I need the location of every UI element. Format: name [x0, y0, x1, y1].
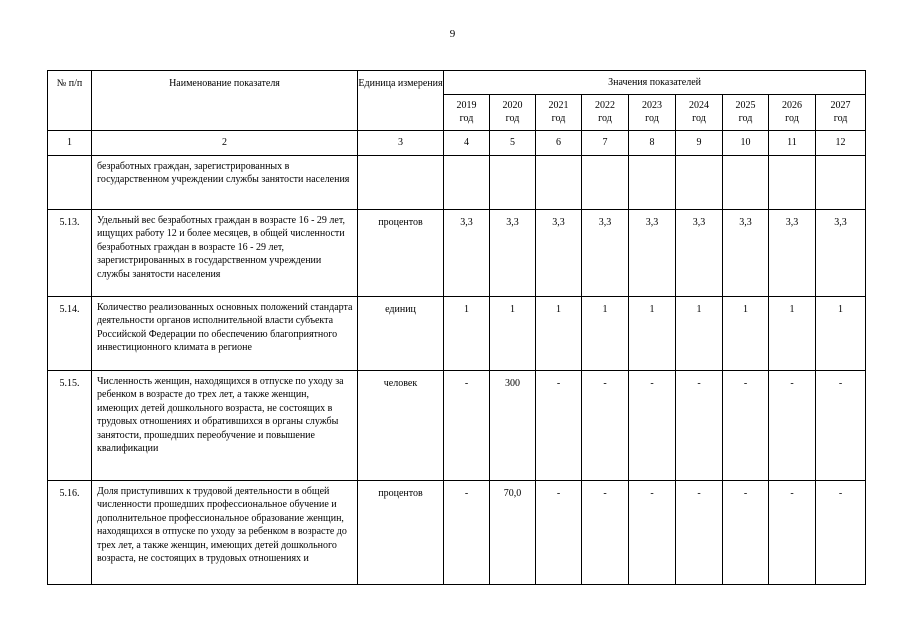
header-year-value: 2021: [548, 100, 569, 111]
row-number: 5.15.: [48, 371, 92, 481]
value-cell: -: [723, 371, 769, 481]
indicator-name: Количество реализованных основных положений стандарта деятельности органов исполнительной власти субъекта Российской Федерации по обеспечению благоприятного инвестиционного климата в регионе: [92, 297, 358, 371]
header-year: [676, 95, 723, 131]
header-year-suffix: год: [738, 113, 753, 125]
unit-cell: процентов: [358, 481, 444, 585]
column-number: 6: [536, 131, 582, 156]
column-number: 4: [444, 131, 490, 156]
value-cell: 1: [676, 297, 723, 371]
value-cell: [536, 156, 582, 210]
column-number: 10: [723, 131, 769, 156]
header-row: [48, 71, 866, 95]
header-year-value: 2025: [735, 100, 756, 111]
header-year-value: 2027: [830, 100, 851, 111]
column-number: 9: [676, 131, 723, 156]
table-row: [48, 297, 866, 371]
header-year: [582, 95, 629, 131]
unit-cell: [358, 156, 444, 210]
value-cell: [816, 156, 866, 210]
column-number: 11: [769, 131, 816, 156]
value-cell: -: [676, 371, 723, 481]
header-year-value: 2023: [642, 100, 662, 111]
row-number: 5.16.: [48, 481, 92, 585]
value-cell: 1: [769, 297, 816, 371]
header-year-value: 2024: [689, 100, 709, 111]
indicator-name: Удельный вес безработных граждан в возрасте 16 - 29 лет, ищущих работу 12 и более месяцев, в общей численности безработных граждан в возрасте 16 - 29 лет, зарегистрированных в государственном учреждении службы занятости населения: [92, 210, 358, 297]
header-year-value: 2020: [502, 100, 523, 111]
indicator-name: безработных граждан, зарегистрированных в государственном учреждении службы занятости населения: [92, 156, 358, 210]
value-cell: 1: [723, 297, 769, 371]
table-row: [48, 210, 866, 297]
value-cell: 70,0: [490, 481, 536, 585]
unit-cell: человек: [358, 371, 444, 481]
column-numbers-row: [48, 131, 866, 156]
header-year-suffix: год: [645, 113, 659, 125]
header-year: [490, 95, 536, 131]
header-year-value: 2022: [595, 100, 615, 111]
value-cell: 3,3: [676, 210, 723, 297]
unit-cell: процентов: [358, 210, 444, 297]
value-cell: -: [582, 371, 629, 481]
value-cell: 300: [490, 371, 536, 481]
value-cell: 3,3: [723, 210, 769, 297]
value-cell: [444, 156, 490, 210]
value-cell: -: [444, 371, 490, 481]
value-cell: 3,3: [816, 210, 866, 297]
table-row: [48, 156, 866, 210]
value-cell: [723, 156, 769, 210]
value-cell: -: [444, 481, 490, 585]
header-year-value: 2026: [782, 100, 802, 111]
header-year-suffix: год: [505, 113, 520, 125]
column-number: 7: [582, 131, 629, 156]
header-year: [444, 95, 490, 131]
value-cell: 3,3: [769, 210, 816, 297]
value-cell: -: [676, 481, 723, 585]
header-year: [536, 95, 582, 131]
value-cell: -: [723, 481, 769, 585]
value-cell: 1: [490, 297, 536, 371]
column-number: 5: [490, 131, 536, 156]
value-cell: -: [816, 481, 866, 585]
header-name: Наименование показателя: [92, 71, 358, 131]
header-num: № п/п: [48, 71, 92, 131]
header-values: Значения показателей: [444, 71, 866, 95]
value-cell: -: [536, 481, 582, 585]
value-cell: 1: [629, 297, 676, 371]
row-number: 5.13.: [48, 210, 92, 297]
header-year-suffix: год: [598, 113, 612, 125]
indicator-name: Численность женщин, находящихся в отпуске по уходу за ребенком в возрасте до трех лет, а также женщин, имеющих детей дошкольного возраста, не состоящих в трудовых отношениях и обратившихся в органы службы занятости, прошедших переобучение и повышение квалификации: [92, 371, 358, 481]
row-number: [48, 156, 92, 210]
unit-cell: единиц: [358, 297, 444, 371]
header-year-suffix: год: [785, 113, 799, 125]
value-cell: 1: [582, 297, 629, 371]
value-cell: -: [629, 481, 676, 585]
value-cell: [490, 156, 536, 210]
header-year-suffix: год: [692, 113, 706, 125]
value-cell: 1: [536, 297, 582, 371]
value-cell: 1: [444, 297, 490, 371]
header-year: [816, 95, 866, 131]
value-cell: -: [582, 481, 629, 585]
page-number: 9: [449, 28, 456, 40]
header-year: [769, 95, 816, 131]
header-unit: Единица измерения: [358, 71, 444, 131]
value-cell: 1: [816, 297, 866, 371]
indicators-table: [47, 70, 866, 585]
header-year-suffix: год: [551, 113, 566, 125]
indicator-name: Доля приступивших к трудовой деятельности в общей численности прошедших профессиональное обучение и дополнительное профессиональное образование женщин, находящихся в отпуске по уходу за ребенком в возрасте до трех лет, а также женщин, имеющих детей дошкольного возраста, не состоящих в трудовых отношениях и: [92, 481, 358, 585]
value-cell: -: [816, 371, 866, 481]
column-number: 3: [358, 131, 444, 156]
value-cell: -: [629, 371, 676, 481]
header-year-suffix: год: [459, 113, 474, 125]
value-cell: 3,3: [444, 210, 490, 297]
value-cell: 3,3: [536, 210, 582, 297]
column-number: 1: [48, 131, 92, 156]
value-cell: -: [769, 371, 816, 481]
value-cell: 3,3: [629, 210, 676, 297]
value-cell: 3,3: [490, 210, 536, 297]
column-number: 12: [816, 131, 866, 156]
table-row: [48, 481, 866, 585]
column-number: 2: [92, 131, 358, 156]
value-cell: [769, 156, 816, 210]
value-cell: 3,3: [582, 210, 629, 297]
header-year: [629, 95, 676, 131]
row-number: 5.14.: [48, 297, 92, 371]
table-row: [48, 371, 866, 481]
value-cell: [629, 156, 676, 210]
value-cell: [582, 156, 629, 210]
header-year: [723, 95, 769, 131]
column-number: 8: [629, 131, 676, 156]
value-cell: -: [536, 371, 582, 481]
header-year-value: 2019: [456, 100, 477, 111]
header-year-suffix: год: [833, 113, 848, 125]
value-cell: -: [769, 481, 816, 585]
value-cell: [676, 156, 723, 210]
